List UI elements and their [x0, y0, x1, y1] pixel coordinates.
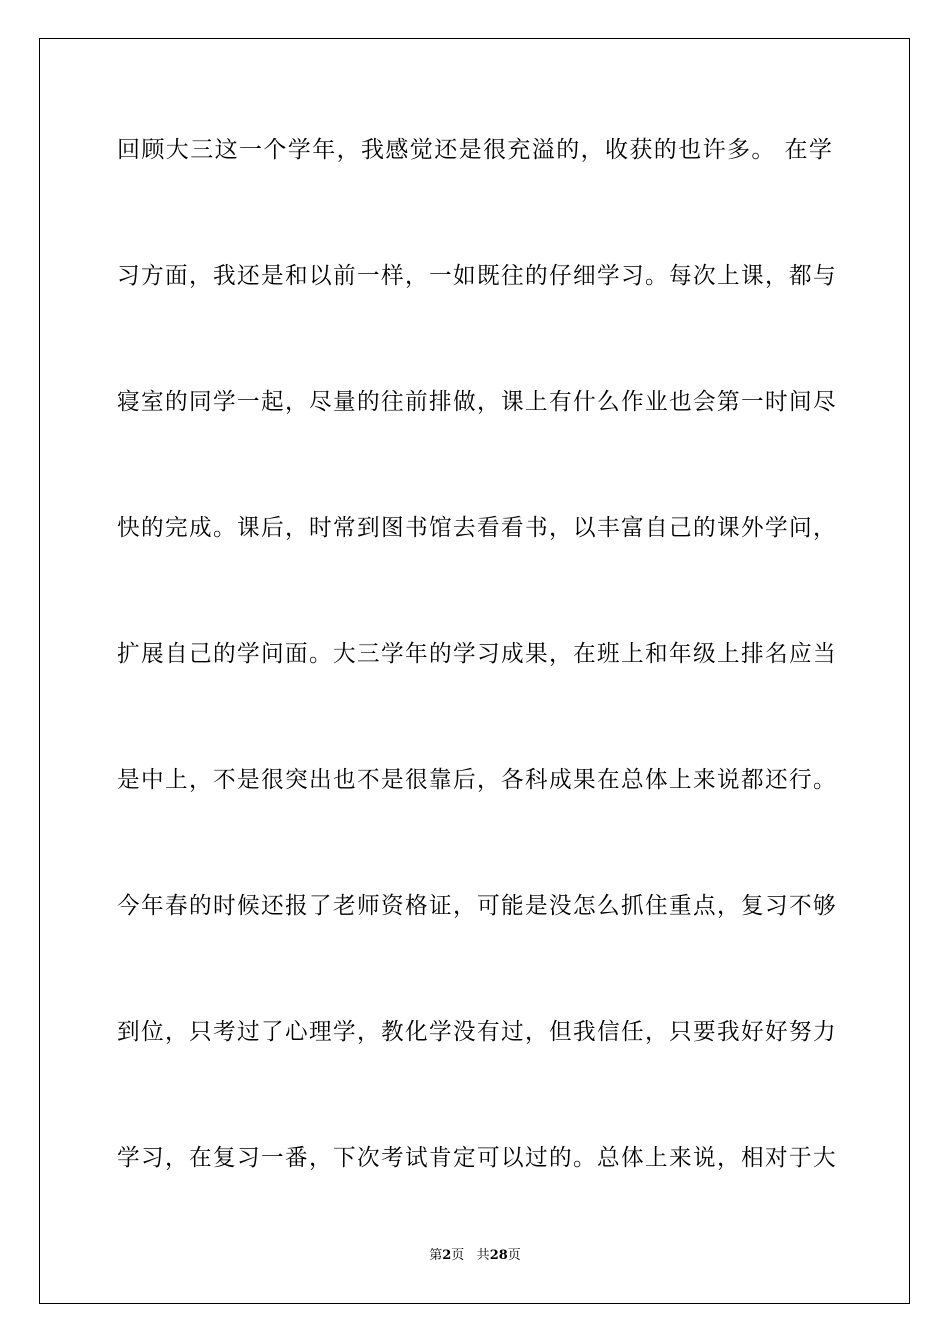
total-suffix: 页	[507, 1248, 521, 1263]
body-line-1: 回顾大三这一个学年，我感觉还是很充溢的，收获的也许多。 在学	[117, 137, 834, 163]
body-line-9: 学习，在复习一番，下次考试肯定可以过的。总体上来说，相对于大	[117, 1145, 837, 1171]
total-pages: 28	[489, 1248, 508, 1263]
body-line-7: 今年春的时候还报了老师资格证，可能是没怎么抓住重点，复习不够	[117, 893, 837, 919]
page-suffix: 页	[451, 1248, 465, 1263]
total-prefix: 共	[476, 1248, 490, 1263]
page-number: 2	[442, 1248, 452, 1263]
document-body	[117, 128, 837, 1262]
body-line-2: 习方面，我还是和以前一样，一如既往的仔细学习。每次上课，都与	[117, 263, 837, 289]
body-line-5: 扩展自己的学问面。大三学年的学习成果，在班上和年级上排名应当	[117, 641, 837, 667]
body-line-8: 到位，只考过了心理学，教化学没有过，但我信任，只要我好好努力	[117, 1019, 837, 1045]
body-line-4: 快的完成。课后，时常到图书馆去看看书，以丰富自己的课外学问，	[117, 515, 837, 541]
body-line-6: 是中上，不是很突出也不是很靠后，各科成果在总体上来说都还行。	[117, 767, 837, 793]
page-prefix: 第	[429, 1248, 443, 1263]
page-footer	[0, 1246, 950, 1266]
body-line-3: 寝室的同学一起，尽量的往前排做，课上有什么作业也会第一时间尽	[117, 389, 837, 415]
